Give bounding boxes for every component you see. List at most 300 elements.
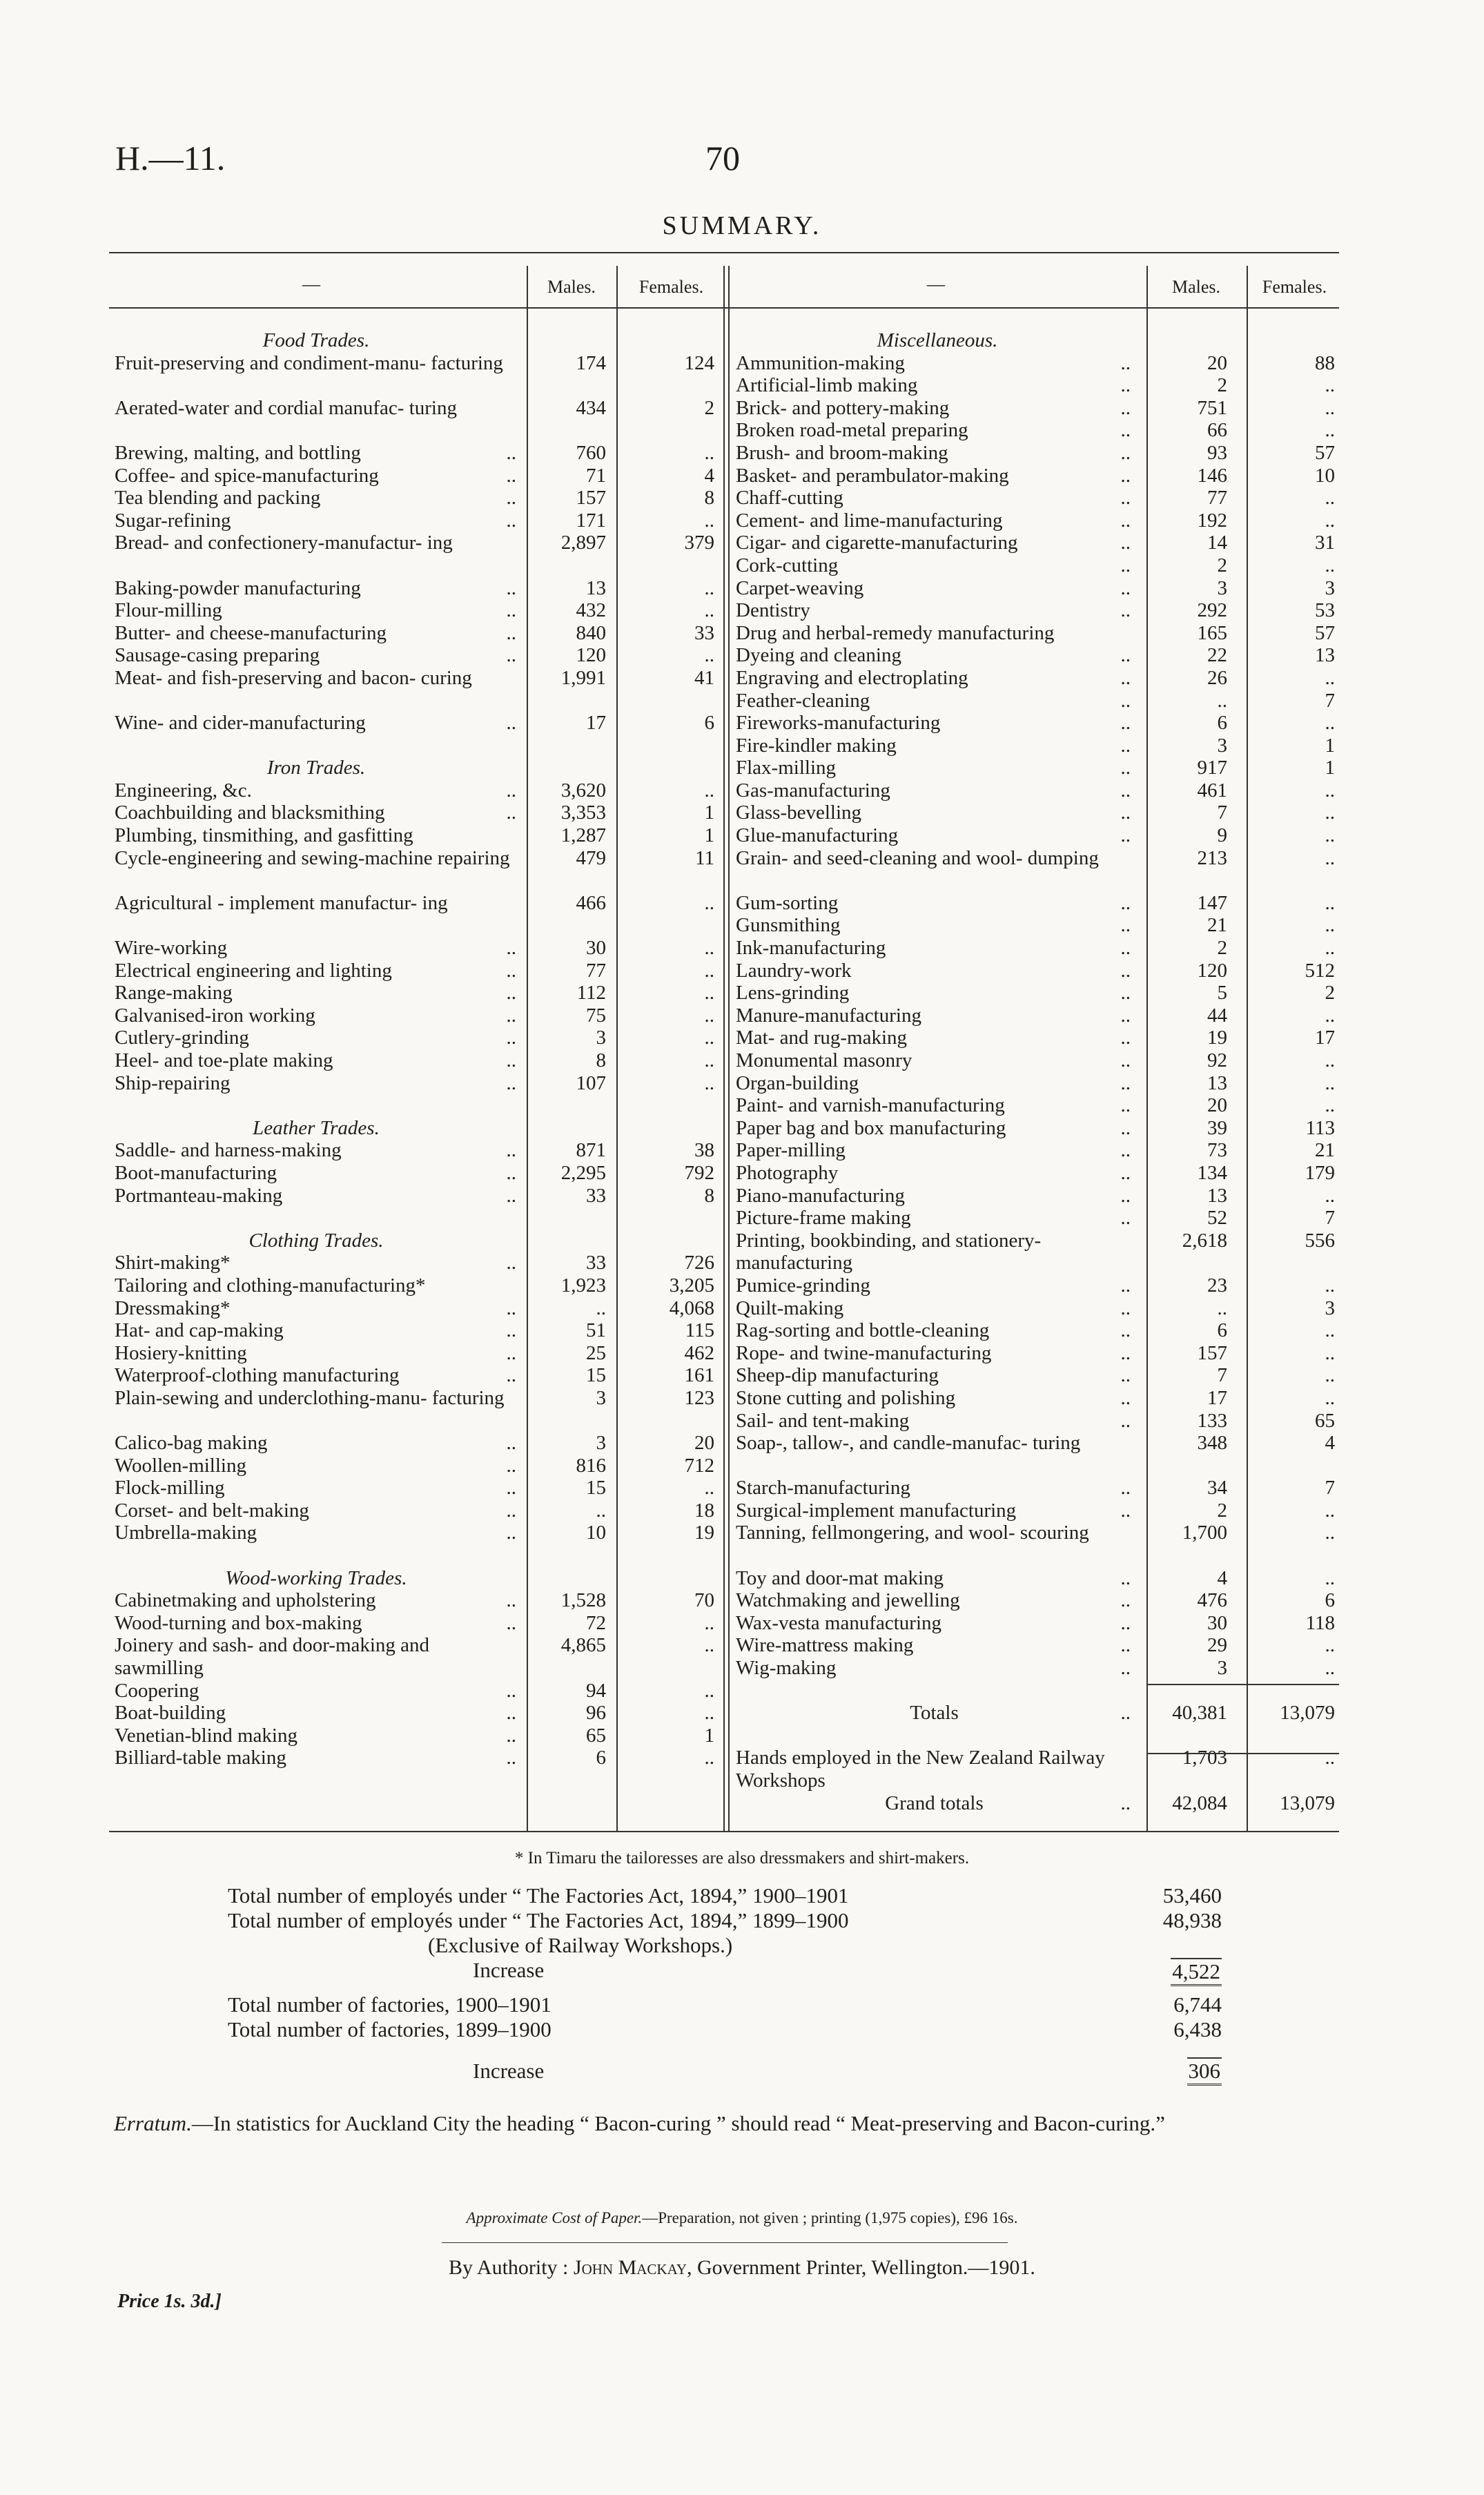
trade-name: Brush- and broom-making	[736, 441, 948, 464]
females-value: 19	[694, 1522, 714, 1544]
table-row	[109, 1544, 723, 1567]
trade-name: Shirt-making*	[115, 1252, 231, 1274]
col-divider	[728, 266, 730, 1831]
table-row	[730, 1342, 1339, 1365]
table-bottom-rule	[109, 1831, 1339, 1832]
table-row	[109, 1139, 723, 1162]
trade-name: Tailoring and clothing-manufacturing*	[115, 1274, 426, 1297]
males-value: 147	[1197, 891, 1227, 914]
males-value: 112	[576, 982, 606, 1004]
table-row	[730, 1477, 1339, 1499]
table-row	[109, 1455, 723, 1477]
leader-dots: ..	[506, 712, 516, 735]
trade-name: Glass-bevelling	[736, 802, 862, 824]
table-row	[730, 397, 1339, 420]
females-value: ..	[1325, 1341, 1335, 1364]
table-row	[109, 1634, 723, 1679]
trade-name: Paint- and varnish-manufacturing	[736, 1094, 1005, 1117]
table-row	[730, 1612, 1339, 1635]
males-value: 760	[576, 441, 606, 464]
trade-name: Cork-cutting	[736, 554, 839, 576]
leader-dots: ..	[1120, 396, 1131, 419]
table-row	[730, 1432, 1339, 1477]
leader-dots: ..	[1120, 1027, 1131, 1049]
males-value: 30	[1207, 1611, 1227, 1634]
trade-name: Waterproof-clothing manufacturing	[115, 1364, 400, 1387]
table-row	[109, 1387, 723, 1432]
females-value: ..	[1325, 1522, 1335, 1544]
males-value: 3	[1217, 734, 1227, 757]
table-row	[109, 577, 723, 600]
males-value: 192	[1197, 509, 1227, 532]
males-value: 17	[586, 712, 606, 735]
trade-name: Agricultural - implement manufactur- ing	[115, 891, 448, 914]
females-value: ..	[1325, 487, 1335, 509]
males-value: 13	[1207, 1071, 1227, 1094]
leader-dots: ..	[506, 576, 516, 599]
table-row	[109, 1185, 723, 1207]
females-value: ..	[1325, 1094, 1335, 1117]
trade-name: Cycle-engineering and sewing-machine repairing	[115, 846, 510, 869]
males-value: 6	[596, 1747, 606, 1769]
males-value: 3	[596, 1027, 606, 1049]
trade-name: Drug and herbal-remedy manufacturing	[736, 621, 1055, 644]
males-value: 39	[1207, 1116, 1227, 1139]
table-row	[730, 847, 1339, 892]
trade-name: Wax-vesta manufacturing	[736, 1611, 942, 1634]
table-row	[109, 779, 723, 802]
leader-dots: ..	[1120, 982, 1131, 1004]
females-value: 462	[684, 1341, 714, 1364]
females-value: ..	[1325, 1071, 1335, 1094]
table-row	[730, 1589, 1339, 1612]
increase-factories-label: Increase	[473, 2059, 545, 2083]
trade-name: Dentistry	[736, 599, 810, 622]
table-row	[109, 509, 723, 532]
trade-name: Aerated-water and cordial manufac- turing	[115, 396, 457, 419]
females-value: 1	[704, 802, 714, 824]
leader-dots: ..	[1120, 1049, 1131, 1071]
price: Price 1s. 3d.]	[117, 2291, 222, 2312]
table-row	[730, 824, 1339, 847]
leader-dots: ..	[506, 464, 516, 487]
right-column-rows	[730, 329, 1339, 1814]
trade-name: Starch-manufacturing	[736, 1477, 910, 1499]
leader-dots: ..	[1120, 914, 1131, 937]
males-value: 7	[1217, 802, 1227, 824]
table-row	[730, 960, 1339, 982]
males-value: 840	[576, 621, 606, 644]
females-value: ..	[704, 1004, 714, 1027]
males-value: 40,381	[1172, 1702, 1227, 1725]
males-value: 13	[586, 576, 606, 599]
col-head-males: Males.	[1171, 277, 1221, 297]
trade-name: Engraving and electroplating	[736, 666, 968, 689]
males-value: 77	[1207, 487, 1227, 509]
authority-prefix: By Authority :	[449, 2256, 569, 2279]
leader-dots: ..	[1120, 891, 1131, 914]
trade-name: Printing, bookbinding, and stationery- manufacturing	[736, 1229, 1042, 1274]
trade-name: Paper bag and box manufacturing	[736, 1116, 1006, 1139]
females-value: 8	[704, 1184, 714, 1207]
females-value: 118	[1305, 1611, 1335, 1634]
leader-dots: ..	[1120, 1409, 1131, 1432]
trade-name: Brewing, malting, and bottling	[115, 441, 361, 464]
leader-dots: ..	[506, 1477, 516, 1499]
trade-name: Picture-frame making	[736, 1207, 911, 1230]
males-value: 29	[1207, 1634, 1227, 1657]
males-value: 33	[586, 1252, 606, 1274]
trade-name: Grain- and seed-cleaning and wool- dumping	[736, 846, 1099, 869]
females-value: ..	[704, 1477, 714, 1499]
table-row	[730, 1567, 1339, 1590]
leader-dots: ..	[506, 1004, 516, 1027]
females-value: 161	[684, 1364, 714, 1387]
trade-name: Rope- and twine-manufacturing	[736, 1341, 992, 1364]
trade-name: Hosiery-knitting	[115, 1341, 247, 1364]
trade-name: Wire-mattress making	[736, 1634, 914, 1657]
females-value: 1	[704, 824, 714, 847]
table-row	[109, 1297, 723, 1320]
males-value: 42,084	[1172, 1792, 1227, 1814]
trade-name: Corset- and belt-making	[115, 1499, 309, 1522]
females-value: ..	[704, 982, 714, 1004]
females-value: ..	[1325, 1634, 1335, 1657]
table-row	[109, 1680, 723, 1702]
females-value: 53	[1315, 599, 1335, 622]
table-row	[109, 397, 723, 442]
footnote: * In Timaru the tailoresses are also dressmakers and shirt-makers.	[514, 1849, 970, 1867]
leader-dots: ..	[1120, 1139, 1131, 1162]
table-row	[730, 1185, 1339, 1207]
trade-name: Butter- and cheese-manufacturing	[115, 621, 387, 644]
section-heading: Miscellaneous.	[877, 329, 998, 351]
females-value: ..	[704, 891, 714, 914]
leader-dots: ..	[1120, 464, 1131, 487]
males-value: 94	[586, 1679, 606, 1702]
table-row	[730, 554, 1339, 577]
leader-dots: ..	[1120, 1792, 1131, 1814]
males-value: 751	[1197, 396, 1227, 419]
leader-dots: ..	[506, 1341, 516, 1364]
leader-dots: ..	[1120, 666, 1131, 689]
females-value: ..	[704, 599, 714, 622]
females-value: ..	[1325, 1386, 1335, 1409]
males-value: 165	[1197, 621, 1227, 644]
table-row	[109, 1072, 723, 1095]
females-value: 13,079	[1280, 1702, 1335, 1725]
leader-dots: ..	[1120, 712, 1131, 735]
males-value: ..	[1217, 1297, 1227, 1319]
leader-dots: ..	[1120, 1341, 1131, 1364]
females-value: ..	[704, 1747, 714, 1769]
females-value: ..	[704, 1049, 714, 1071]
females-value: ..	[704, 1634, 714, 1657]
females-value: ..	[1325, 824, 1335, 847]
males-value: 66	[1207, 419, 1227, 442]
table-row	[730, 1117, 1339, 1140]
table-row	[730, 1319, 1339, 1342]
table-row	[730, 644, 1339, 667]
trade-name: Laundry-work	[736, 959, 852, 982]
females-value: ..	[1325, 1364, 1335, 1387]
table-row	[109, 1725, 723, 1747]
erratum-label: Erratum.	[114, 2111, 192, 2135]
females-value: 17	[1315, 1027, 1335, 1049]
leader-dots: ..	[506, 1139, 516, 1162]
employes-1899-label: Total number of employés under “ The Factories Act, 1894,” 1899–1900	[228, 1908, 849, 1932]
females-value: 3	[1325, 576, 1335, 599]
trade-name: Baking-powder manufacturing	[115, 576, 361, 599]
leader-dots: ..	[506, 599, 516, 622]
page-title: SUMMARY.	[662, 211, 822, 240]
males-value: ..	[596, 1297, 606, 1319]
males-value: 871	[576, 1139, 606, 1162]
females-value: 10	[1315, 464, 1335, 487]
females-value: 792	[684, 1161, 714, 1184]
leader-dots: ..	[506, 644, 516, 667]
trade-name: Grand totals	[885, 1792, 984, 1814]
females-value: ..	[1325, 554, 1335, 576]
trade-name: Lens-grinding	[736, 982, 850, 1004]
table-row	[109, 1207, 723, 1230]
males-value: 15	[586, 1364, 606, 1387]
table-row	[109, 1004, 723, 1027]
males-value: 72	[586, 1611, 606, 1634]
trade-name: Bread- and confectionery-manufactur- ing	[115, 532, 453, 554]
females-value: ..	[1325, 1499, 1335, 1522]
females-value: 7	[1325, 689, 1335, 712]
males-value: 96	[586, 1702, 606, 1725]
males-value: 1,703	[1182, 1747, 1227, 1769]
males-value: 120	[576, 644, 606, 667]
males-value: 2	[1217, 1499, 1227, 1522]
cost-text: —Preparation, not given ; printing (1,975 copies), £96 16s.	[642, 2209, 1018, 2226]
females-value: 57	[1315, 441, 1335, 464]
females-value: ..	[704, 1071, 714, 1094]
trade-name: Wood-turning and box-making	[115, 1611, 362, 1634]
males-value: 1,528	[560, 1589, 606, 1612]
table-row	[730, 1634, 1339, 1657]
females-value: 712	[684, 1454, 714, 1477]
table-row	[730, 690, 1339, 712]
males-value: 30	[586, 937, 606, 960]
males-value: 3	[1217, 576, 1227, 599]
table-row	[730, 1094, 1339, 1117]
trade-name: Galvanised-iron working	[115, 1004, 315, 1027]
table-row	[730, 577, 1339, 600]
table-row	[109, 712, 723, 735]
males-value: 146	[1197, 464, 1227, 487]
footer-rule	[442, 2242, 1008, 2243]
leader-dots: ..	[1120, 1611, 1131, 1634]
males-value: 3	[596, 1432, 606, 1455]
table-row	[109, 1274, 723, 1297]
table-row	[109, 937, 723, 960]
males-value: 3	[1217, 1657, 1227, 1680]
males-value: 65	[586, 1724, 606, 1747]
trade-name: Saddle- and harness-making	[115, 1139, 342, 1162]
trade-name: Tanning, fellmongering, and wool- scouring	[736, 1522, 1089, 1544]
females-value: ..	[704, 1611, 714, 1634]
females-value: ..	[1325, 419, 1335, 442]
males-value: 2,618	[1182, 1229, 1227, 1252]
trade-name: Pumice-grinding	[736, 1274, 870, 1297]
table-row	[109, 802, 723, 824]
section-heading: Food Trades.	[262, 329, 370, 351]
females-value: 20	[694, 1432, 714, 1455]
table-row	[730, 892, 1339, 915]
females-value: ..	[704, 644, 714, 667]
table-row	[730, 419, 1339, 442]
females-value: ..	[704, 779, 714, 802]
males-value: 3,620	[560, 779, 606, 802]
leader-dots: ..	[1120, 1657, 1131, 1680]
table-row	[109, 1747, 723, 1769]
males-value: 434	[576, 396, 606, 419]
trade-name: Electrical engineering and lighting	[115, 959, 392, 982]
leader-dots: ..	[1120, 1589, 1131, 1612]
employes-1900-label: Total number of employés under “ The Factories Act, 1894,” 1900–1901	[228, 1883, 849, 1907]
trade-name: Woollen-milling	[115, 1454, 246, 1477]
table-row	[730, 1027, 1339, 1049]
table-row	[730, 1230, 1339, 1274]
females-value: 4,068	[669, 1297, 714, 1319]
exclusive-note: (Exclusive of Railway Workshops.)	[428, 1933, 733, 1957]
males-value: 8	[596, 1049, 606, 1071]
page-number: 70	[705, 139, 740, 177]
table-row	[109, 1522, 723, 1544]
table-row	[109, 1319, 723, 1342]
females-value: ..	[1325, 374, 1335, 397]
trade-name: Dressmaking*	[115, 1297, 231, 1319]
females-value: 70	[694, 1589, 714, 1612]
trade-name: Brick- and pottery-making	[736, 396, 950, 419]
increase-factories-value: 306	[1187, 2057, 1222, 2086]
females-value: ..	[1325, 1747, 1335, 1769]
leader-dots: ..	[1120, 1274, 1131, 1297]
males-value: ..	[1217, 689, 1227, 712]
table-row	[109, 847, 723, 892]
trade-name: Surgical-implement manufacturing	[736, 1499, 1017, 1522]
leader-dots: ..	[1120, 1499, 1131, 1522]
table-row	[109, 1094, 723, 1117]
table-row	[109, 892, 723, 937]
summary-table	[109, 252, 1339, 1833]
leader-dots: ..	[506, 1252, 516, 1274]
col-head-males: Males.	[547, 277, 596, 297]
females-value: 31	[1315, 532, 1335, 554]
table-row	[730, 352, 1339, 375]
leader-dots: ..	[1120, 1161, 1131, 1184]
trade-name: Gas-manufacturing	[736, 779, 890, 802]
males-value: 133	[1197, 1409, 1227, 1432]
trade-name: Paper-milling	[736, 1139, 846, 1162]
increase-employes-label: Increase	[473, 1958, 545, 1982]
trade-name: Rag-sorting and bottle-cleaning	[736, 1319, 990, 1342]
table-row	[109, 599, 723, 622]
males-value: 120	[1197, 959, 1227, 982]
leader-dots: ..	[1120, 779, 1131, 802]
trade-name: Stone cutting and polishing	[736, 1386, 956, 1409]
males-value: 21	[1207, 914, 1227, 937]
females-value: ..	[1325, 1274, 1335, 1297]
males-value: 75	[586, 1004, 606, 1027]
females-value: 13,079	[1280, 1792, 1335, 1814]
trade-name: Artificial-limb making	[736, 374, 918, 397]
table-row	[730, 914, 1339, 937]
males-value: 73	[1207, 1139, 1227, 1162]
trade-name: Heel- and toe-plate making	[115, 1049, 333, 1071]
trade-name: Wire-working	[115, 937, 228, 960]
table-row	[109, 1364, 723, 1387]
trade-name: Wine- and cider-manufacturing	[115, 712, 366, 735]
trade-name: Ink-manufacturing	[736, 937, 886, 960]
females-value: ..	[1325, 509, 1335, 532]
table-row	[109, 1342, 723, 1365]
table-row	[730, 779, 1339, 802]
females-value: 379	[684, 532, 714, 554]
trade-name: Gum-sorting	[736, 891, 839, 914]
trade-name: Monumental masonry	[736, 1049, 912, 1071]
females-value: 88	[1315, 351, 1335, 374]
males-value: 44	[1207, 1004, 1227, 1027]
males-value: 20	[1207, 351, 1227, 374]
leader-dots: ..	[1120, 554, 1131, 576]
females-value: 124	[684, 351, 714, 374]
table-row	[730, 982, 1339, 1004]
females-value: 38	[694, 1139, 714, 1162]
leader-dots: ..	[506, 1589, 516, 1612]
males-value: 3	[596, 1386, 606, 1409]
females-value: ..	[704, 937, 714, 960]
females-value: ..	[1325, 779, 1335, 802]
females-value: 6	[1325, 1589, 1335, 1612]
table-row	[109, 532, 723, 576]
table-row	[109, 1477, 723, 1499]
factories-1899-value: 6,438	[1173, 2017, 1222, 2041]
increase-employes-value: 4,522	[1171, 1958, 1222, 1986]
males-value: 171	[576, 509, 606, 532]
table-row	[730, 1792, 1339, 1815]
trade-name: Flax-milling	[736, 757, 836, 779]
leader-dots: ..	[1120, 824, 1131, 847]
males-value: 71	[586, 464, 606, 487]
table-row	[109, 824, 723, 847]
males-value: 20	[1207, 1094, 1227, 1117]
leader-dots: ..	[1120, 1634, 1131, 1657]
females-value: ..	[1325, 712, 1335, 735]
leader-dots: ..	[1120, 802, 1131, 824]
table-row	[109, 735, 723, 757]
left-column-rows	[109, 329, 723, 1769]
leader-dots: ..	[1120, 1116, 1131, 1139]
females-value: 8	[704, 487, 714, 509]
males-value: 816	[576, 1454, 606, 1477]
trade-name: Tea blending and packing	[115, 487, 321, 509]
females-value: ..	[1325, 1566, 1335, 1589]
table-row	[109, 1049, 723, 1072]
leader-dots: ..	[506, 1454, 516, 1477]
males-value: 4	[1217, 1566, 1227, 1589]
trade-name: Ship-repairing	[115, 1071, 231, 1094]
females-value: 65	[1315, 1409, 1335, 1432]
leader-dots: ..	[506, 1071, 516, 1094]
table-row	[109, 1589, 723, 1612]
males-value: 134	[1197, 1161, 1227, 1184]
trade-name: Plain-sewing and underclothing-manu- facturing	[115, 1386, 505, 1409]
leader-dots: ..	[1120, 1364, 1131, 1387]
